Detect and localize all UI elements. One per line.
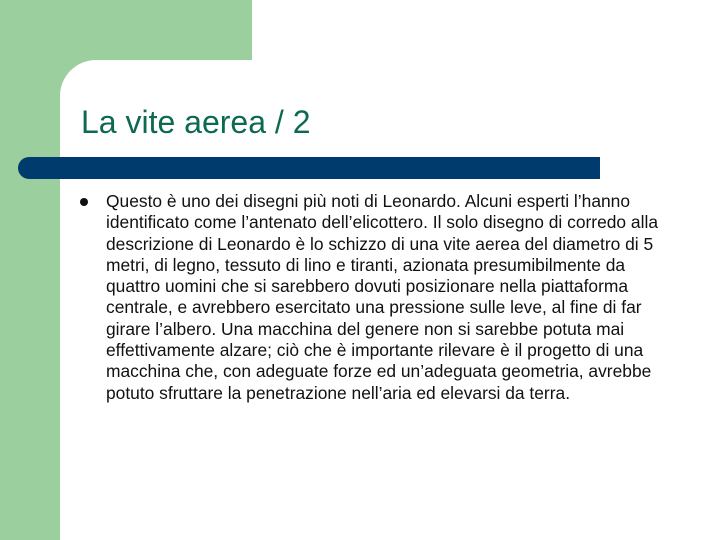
bullet-list <box>80 191 680 404</box>
round-bullet-icon <box>80 198 88 206</box>
title-underline-bar <box>18 157 600 179</box>
bullet-item <box>80 191 680 404</box>
bullet-text: Questo è uno dei disegni più noti di Leonardo. Alcuni esperti l’hanno identificato come l’antenato dell’elicottero. Il solo disegno di corredo alla descrizione di Leonardo è lo schizzo di una vite aerea del diametro di 5 metri, di legno, tessuto di lino e tiranti, azionata presumibilmente da quattro uomini che si sarebbero dovuti posizionare nella piattaforma centrale, e avrebbero esercitato una pressione sulle leve, al fine di far girare l’albero. Una macchina del genere non si sarebbe potuta mai effettivamente alzare; ciò che è importante rilevare è il progetto di una macchina che, con adeguate forze ed un’adeguata geometria, avrebbe potuto sfruttare la penetrazione nell’aria ed elevarsi da terra. <box>106 191 658 403</box>
slide-title: La vite aerea / 2 <box>81 104 311 140</box>
green-left-margin <box>0 0 60 540</box>
